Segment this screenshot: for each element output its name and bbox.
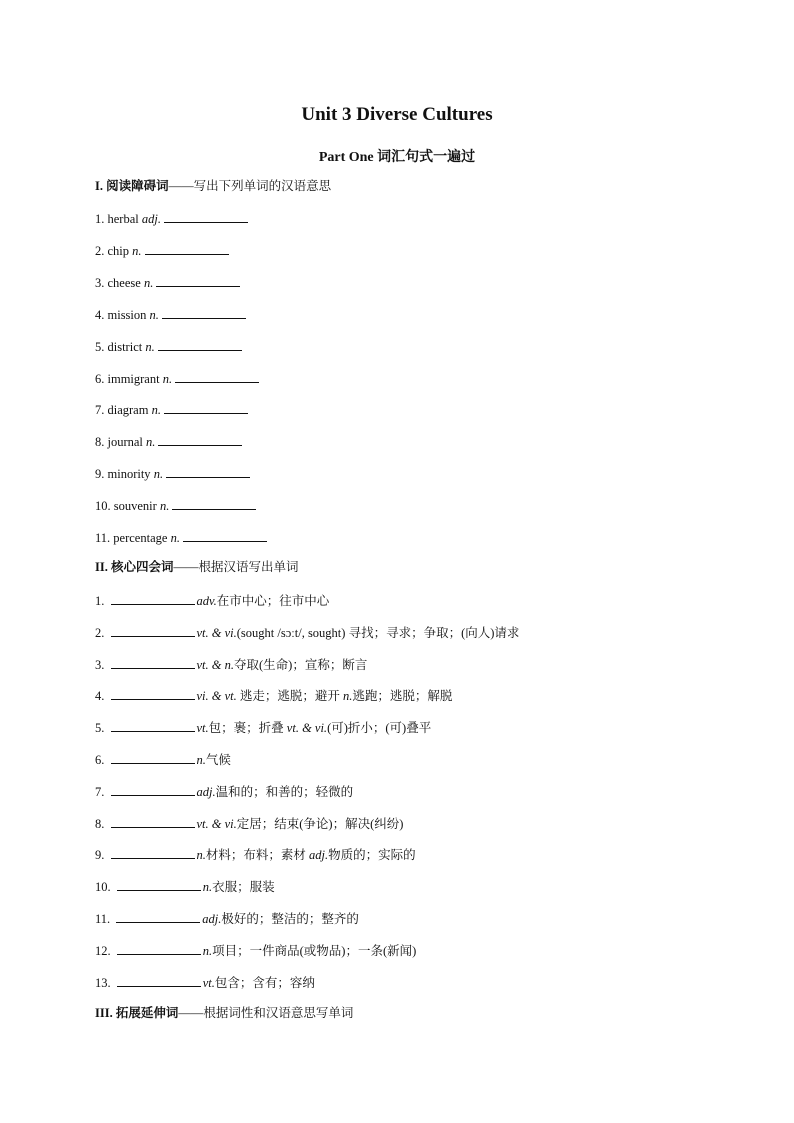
answer-blank[interactable] [156,273,240,287]
list-item [95,337,242,355]
answer-blank[interactable] [175,369,259,383]
item-pos: vt. [202,975,215,990]
item-number: 4. [95,689,105,704]
section-1-title: I. 阅读障碍词 [95,179,169,193]
item-pos: n. [196,753,206,767]
list-item [95,877,275,895]
item-meaning: (sought /sɔːt/, sought) 寻找；寻求；争取；(向人)请求 [236,625,520,640]
item-pos: n. [162,371,173,386]
item-word: souvenir [113,499,157,514]
answer-blank[interactable] [158,432,242,446]
item-meaning-2: 物质的；实际的 [328,848,416,863]
item-number: 5. [95,339,105,354]
list-item [95,718,431,736]
answer-blank[interactable] [111,686,195,700]
item-pos-2: vt. & vi. [286,721,328,736]
item-pos: adj. [141,212,161,226]
item-pos: vt. & n. [196,657,234,672]
list-item [95,528,267,546]
list-item [95,941,416,959]
list-item [95,432,242,450]
item-number: 12. [95,943,111,958]
item-number: 7. [95,784,105,799]
item-number: 6. [95,371,105,386]
item-word: district [107,339,143,354]
item-meaning: 夺取(生命)；宣称；断言 [234,657,368,672]
section-1-heading [95,178,331,194]
list-item [95,464,250,482]
item-meaning: 逃走；逃脱；避开 [236,689,344,704]
item-pos-2: n. [343,689,353,704]
item-meaning: 包含；含有；容纳 [214,975,315,990]
item-word: cheese [107,275,141,290]
item-pos: vi. & vt. [196,689,237,704]
item-number: 2. [95,625,105,640]
item-number: 1. [95,594,105,608]
item-number: 2. [95,243,105,258]
answer-blank[interactable] [116,909,200,923]
item-meaning: 包；裹；折叠 [208,721,287,736]
item-number: 9. [95,848,105,863]
list-item [95,973,315,991]
item-number: 8. [95,435,105,450]
answer-blank[interactable] [166,464,250,478]
item-pos: adj. [202,912,222,926]
list-item [95,496,256,514]
section-2-title: II. 核心四会词 [95,560,174,574]
page-subtitle: Part One 词汇句式一遍过 [318,150,476,165]
item-number: 6. [95,753,105,767]
answer-blank[interactable] [117,973,201,987]
item-number: 7. [95,403,105,418]
item-number: 11. [95,912,111,926]
item-number: 10. [95,880,111,895]
section-3-desc: ——根据词性和汉语意思写单词 [178,1006,354,1020]
list-item [95,909,359,927]
answer-blank[interactable] [183,528,267,542]
section-2-heading [95,559,299,575]
item-pos: n. [132,243,142,258]
list-item [95,623,519,641]
item-pos: n. [151,403,161,418]
item-pos: n. [143,275,154,290]
answer-blank[interactable] [162,305,246,319]
item-number: 3. [95,657,105,672]
answer-blank[interactable] [111,782,195,796]
item-pos-2: adj. [309,848,329,863]
answer-blank[interactable] [172,496,256,510]
answer-blank[interactable] [111,814,195,828]
item-meaning: 温和的；和善的；轻微的 [215,784,354,799]
item-pos: n. [149,307,159,322]
item-pos: n. [153,467,164,482]
item-pos: n. [170,531,180,545]
answer-blank[interactable] [111,718,195,732]
item-meaning: 气候 [205,753,231,767]
item-number: 1. [95,212,105,226]
item-word: immigrant [107,371,160,386]
item-word: chip [107,243,130,258]
list-item [95,814,403,832]
section-2-desc: ——根据汉语写出单词 [173,560,299,574]
list-item [95,400,248,418]
answer-blank[interactable] [164,209,248,223]
item-meaning-2: 逃跑；逃脱；解脱 [352,689,453,704]
answer-blank[interactable] [111,750,195,764]
item-meaning: 衣服；服装 [212,880,275,895]
answer-blank[interactable] [117,877,201,891]
list-item [95,591,329,609]
item-word: diagram [107,403,149,418]
item-pos: n. [159,499,170,514]
item-number: 9. [95,467,105,482]
item-pos: adv. [196,594,217,608]
item-number: 8. [95,816,105,831]
item-word: herbal [107,212,139,226]
item-pos: n. [146,435,156,450]
answer-blank[interactable] [117,941,201,955]
item-meaning: 定居；结束(争论)；解决(纠纷) [236,816,404,831]
item-word: mission [107,307,147,322]
list-item [95,241,229,259]
item-number: 10. [95,499,111,514]
section-1-desc: ——写出下列单词的汉语意思 [168,179,332,193]
answer-blank[interactable] [111,623,195,637]
item-word: journal [107,435,143,450]
item-pos: n. [196,848,206,863]
item-word: percentage [113,531,168,545]
list-item [95,305,246,323]
section-3-heading [95,1005,353,1021]
list-item [95,750,231,768]
list-item [95,209,248,227]
item-meaning-2: (可)折小；(可)叠平 [327,721,432,736]
item-number: 3. [95,275,105,290]
item-pos: vt. & vi. [196,625,237,640]
answer-blank[interactable] [145,241,229,255]
item-number: 11. [95,531,111,545]
item-pos: n. [145,339,155,354]
list-item [95,369,259,387]
item-meaning: 项目；一件商品(或物品)；一条(新闻) [212,943,417,958]
answer-blank[interactable] [111,655,195,669]
item-pos: n. [202,943,213,958]
item-word: minority [107,467,151,482]
answer-blank[interactable] [164,400,248,414]
list-item [95,845,416,863]
item-meaning: 极好的；整洁的；整齐的 [221,912,359,926]
list-item [95,782,353,800]
item-pos: n. [202,880,213,895]
answer-blank[interactable] [158,337,242,351]
item-pos: vt. & vi. [196,816,237,831]
list-item [95,273,240,291]
item-number: 13. [95,975,111,990]
answer-blank[interactable] [111,591,195,605]
item-meaning: 材料；布料；素材 [205,848,310,863]
list-item [95,655,367,673]
section-3-title: III. 拓展延伸词 [95,1006,179,1020]
item-meaning: 在市中心；往市中心 [216,594,330,608]
page-title: Unit 3 Diverse Cultures [301,104,493,125]
item-number: 5. [95,721,105,736]
item-number: 4. [95,307,105,322]
list-item [95,686,452,704]
item-pos: vt. [196,721,209,736]
answer-blank[interactable] [111,845,195,859]
item-pos: adj. [196,784,216,799]
